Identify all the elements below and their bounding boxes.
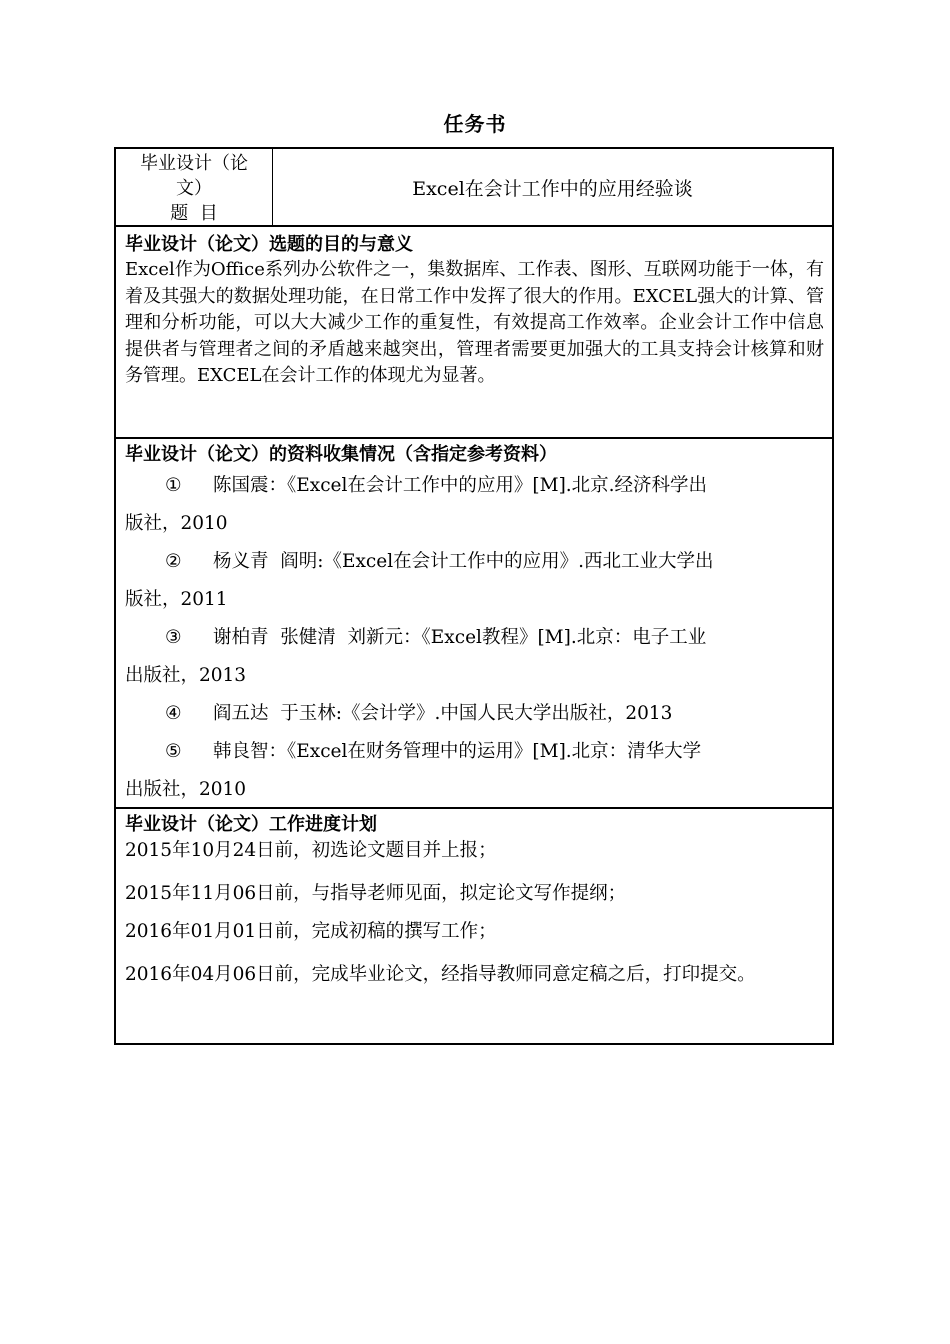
- reference-item-5: [125, 733, 824, 809]
- document-title: 任务书: [443, 112, 507, 136]
- reference-item-1: [125, 467, 824, 543]
- reference-continuation: 出版社，2013: [125, 665, 247, 686]
- reference-text: 杨义青 阎明:《Excel在会计工作中的应用》.西北工业大学出: [213, 551, 714, 572]
- topic-label-line3: 题 目: [170, 203, 218, 224]
- purpose-section: [116, 227, 832, 439]
- reference-item-3: [125, 619, 824, 695]
- reference-text: 谢柏青 张健清 刘新元：《Excel教程》[M].北京：电子工业: [213, 627, 707, 648]
- reference-continuation: 版社，2011: [125, 589, 228, 610]
- reference-text: 阎五达 于玉林:《会计学》.中国人民大学出版社，2013: [213, 703, 673, 724]
- references-section: [116, 439, 832, 809]
- reference-number: ①: [165, 475, 182, 496]
- topic-label-line2: 文）: [176, 178, 212, 199]
- schedule-item: 2016年01月01日前，完成初稿的撰写工作；: [125, 921, 497, 942]
- reference-text: 韩良智：《Excel在财务管理中的运用》[M].北京：清华大学: [213, 741, 702, 762]
- reference-text: 陈国震：《Excel在会计工作中的应用》[M].北京.经济科学出: [213, 475, 708, 496]
- references-heading: 毕业设计（论文）的资料收集情况（含指定参考资料）: [125, 444, 557, 465]
- references-list: [116, 467, 832, 809]
- reference-number: ③: [165, 627, 182, 648]
- schedule-item: 2015年11月06日前，与指导老师见面，拟定论文写作提纲；: [125, 883, 627, 904]
- schedule-item: 2015年10月24日前，初选论文题目并上报；: [125, 840, 497, 861]
- reference-continuation: 版社，2010: [125, 513, 228, 534]
- purpose-heading: 毕业设计（论文）选题的目的与意义: [125, 234, 413, 255]
- schedule-section: [116, 809, 832, 1043]
- purpose-text: Excel作为Office系列办公软件之一，集数据库、工作表、图形、互联网功能于一体，有着及其强大的数据处理功能，在日常工作中发挥了很大的作用。EXCEL强大的计算、管理和分析功能，可以大大减少工作的重复性，有效提高工作效率。企业会计工作中信息提供者与管理者之间的矛盾越来越突出，管理者需要更加强大的工具支持会计核算和财务管理。EXCEL在会计工作的体现尤为显著。: [125, 259, 824, 386]
- task-table: [114, 147, 834, 1045]
- topic-title-cell: [273, 149, 832, 225]
- reference-item-2: [125, 543, 824, 619]
- topic-row: [116, 149, 832, 227]
- topic-label-cell: [116, 149, 273, 225]
- reference-number: ④: [165, 703, 182, 724]
- reference-number: ②: [165, 551, 182, 572]
- topic-title: Excel在会计工作中的应用经验谈: [412, 177, 693, 200]
- reference-number: ⑤: [165, 741, 182, 762]
- reference-item-4: [125, 695, 824, 733]
- schedule-list: [116, 837, 832, 989]
- schedule-heading: 毕业设计（论文）工作进度计划: [125, 814, 377, 835]
- topic-label-line1: 毕业设计（论: [140, 153, 248, 174]
- schedule-item: 2016年04月06日前，完成毕业论文，经指导教师同意定稿之后，打印提交。: [125, 964, 756, 985]
- reference-continuation: 出版社，2010: [125, 779, 247, 800]
